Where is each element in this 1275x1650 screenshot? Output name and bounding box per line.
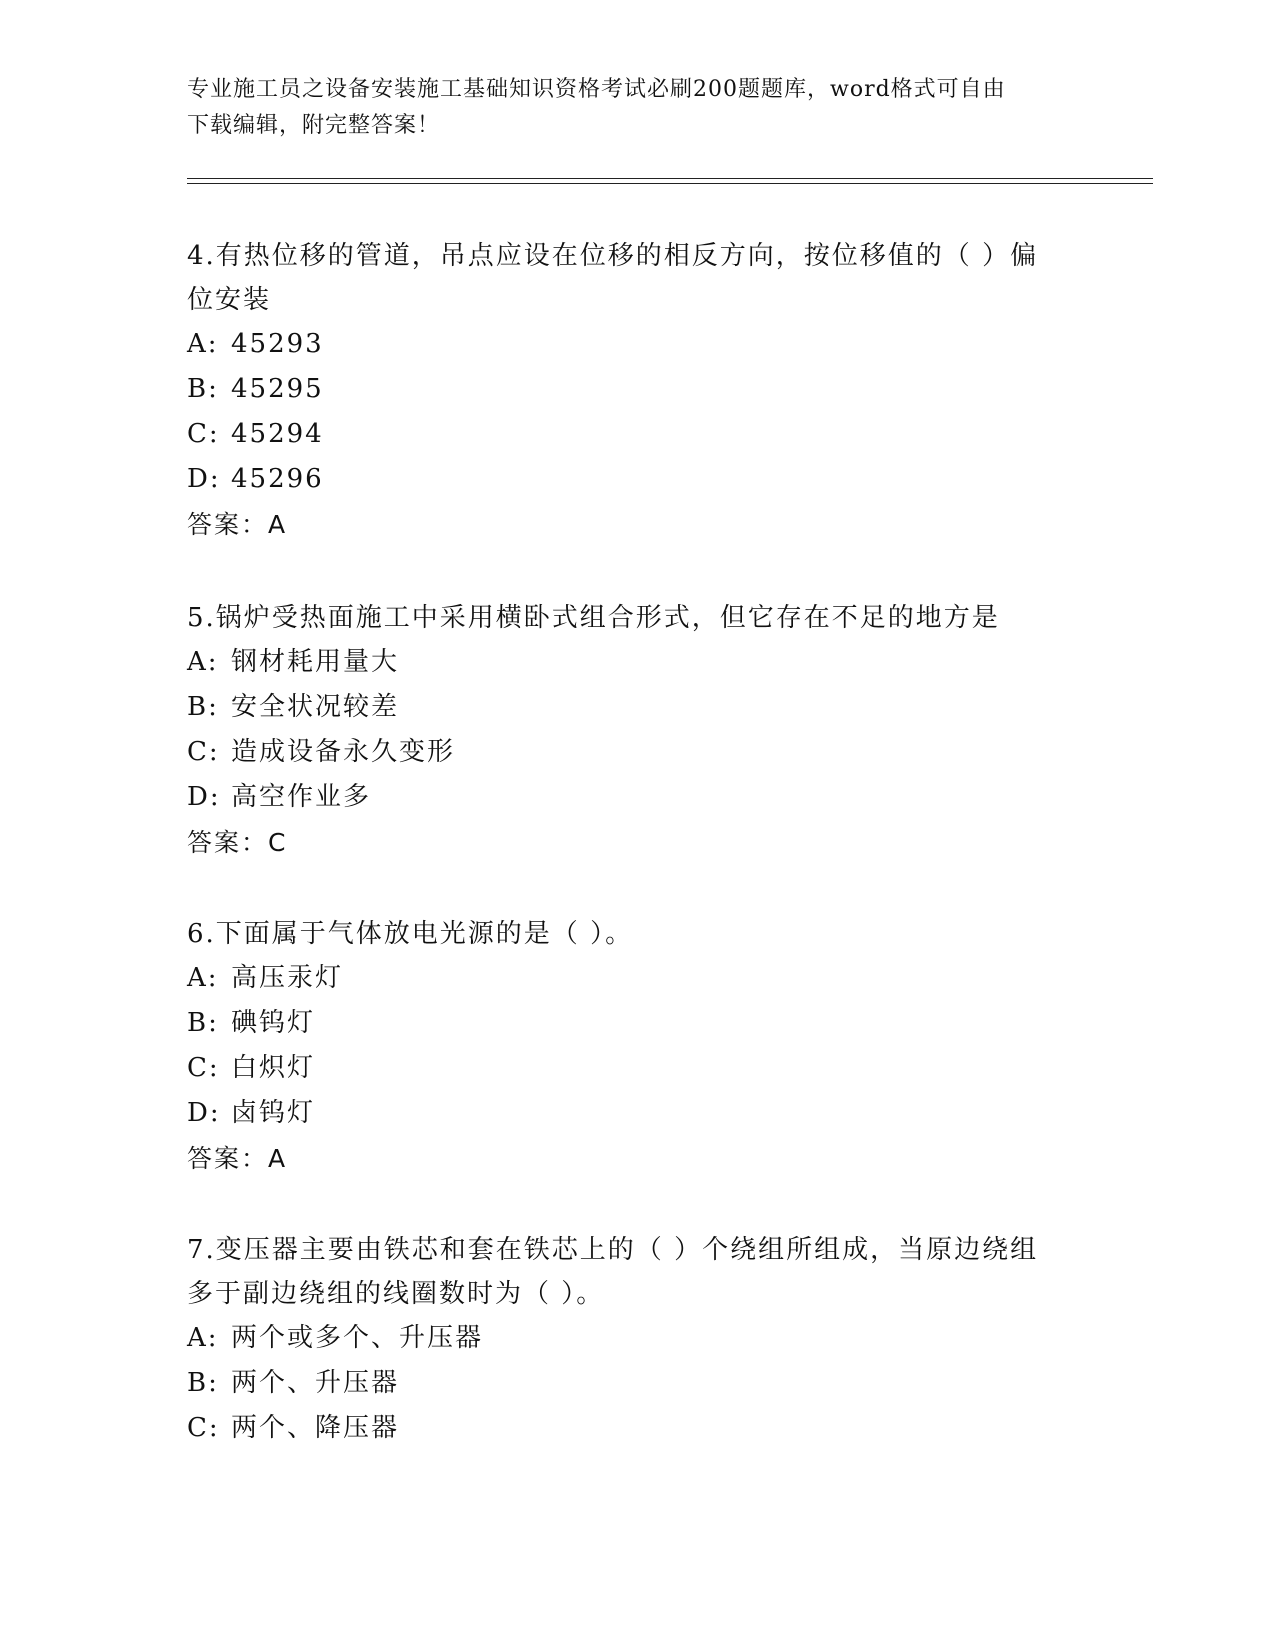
option-key: A: [187,1323,219,1353]
question-6 [187,912,1087,1181]
header-divider-top [187,178,1153,179]
header-line-1: 专业施工员之设备安装施工基础知识资格考试必刷200题题库，word格式可自由 [187,77,1006,102]
option-d [187,457,1087,502]
question-stem-line-1: 5.锅炉受热面施工中采用横卧式组合形式，但它存在不足的地方是 [187,603,1000,633]
option-key: C: [187,1413,220,1443]
header-line-2: 下载编辑，附完整答案！ [187,113,441,138]
option-a [187,322,1087,367]
option-key: B: [187,1368,219,1398]
answer-line: 答案：A [187,510,288,539]
option-text: 高压汞灯 [231,963,344,993]
question-5 [187,596,1087,865]
header-divider-bottom [187,183,1153,184]
option-c [187,730,1087,775]
option-b [187,1361,1087,1406]
option-d [187,1091,1087,1136]
option-text: 高空作业多 [231,782,372,812]
option-b [187,1001,1087,1046]
question-stem-line-1: 4.有热位移的管道，吊点应设在位移的相反方向，按位移值的（ ）偏 [187,241,1039,271]
option-key: A: [187,329,219,359]
option-key: C: [187,419,220,449]
answer-line: 答案：C [187,828,288,857]
question-stem-line-1: 7.变压器主要由铁芯和套在铁芯上的（ ）个绕组所组成，当原边绕组 [187,1235,1039,1265]
option-key: B: [187,374,219,404]
option-text: 安全状况较差 [231,692,400,722]
option-text: 碘钨灯 [231,1008,316,1038]
question-4 [187,234,1087,547]
question-stem-line-2: 多于副边绕组的线圈数时为（ ）。 [187,1279,605,1309]
option-c [187,1406,1087,1451]
option-text: 45295 [231,374,324,404]
answer-line: 答案：A [187,1144,288,1173]
option-key: D: [187,464,221,494]
option-c [187,412,1087,457]
option-text: 卤钨灯 [231,1098,316,1128]
option-key: D: [187,1098,221,1128]
option-text: 45294 [231,419,324,449]
option-text: 两个、升压器 [231,1368,400,1398]
question-stem-line-2: 位安装 [187,285,272,315]
option-key: C: [187,1053,220,1083]
option-text: 两个或多个、升压器 [231,1323,484,1353]
option-key: C: [187,737,220,767]
option-text: 45293 [231,329,324,359]
option-text: 造成设备永久变形 [231,737,456,767]
option-d [187,775,1087,820]
option-key: A: [187,647,219,677]
option-a [187,1316,1087,1361]
option-key: B: [187,1008,219,1038]
option-c [187,1046,1087,1091]
option-key: B: [187,692,219,722]
option-key: A: [187,963,219,993]
option-b [187,367,1087,412]
question-7 [187,1228,1087,1451]
option-a [187,640,1087,685]
option-text: 45296 [231,464,324,494]
option-text: 两个、降压器 [231,1413,400,1443]
option-text: 钢材耗用量大 [231,647,400,677]
option-text: 白炽灯 [231,1053,316,1083]
option-a [187,956,1087,1001]
option-b [187,685,1087,730]
question-stem-line-1: 6.下面属于气体放电光源的是（ ）。 [187,919,634,949]
option-key: D: [187,782,221,812]
document-header [187,72,1067,144]
